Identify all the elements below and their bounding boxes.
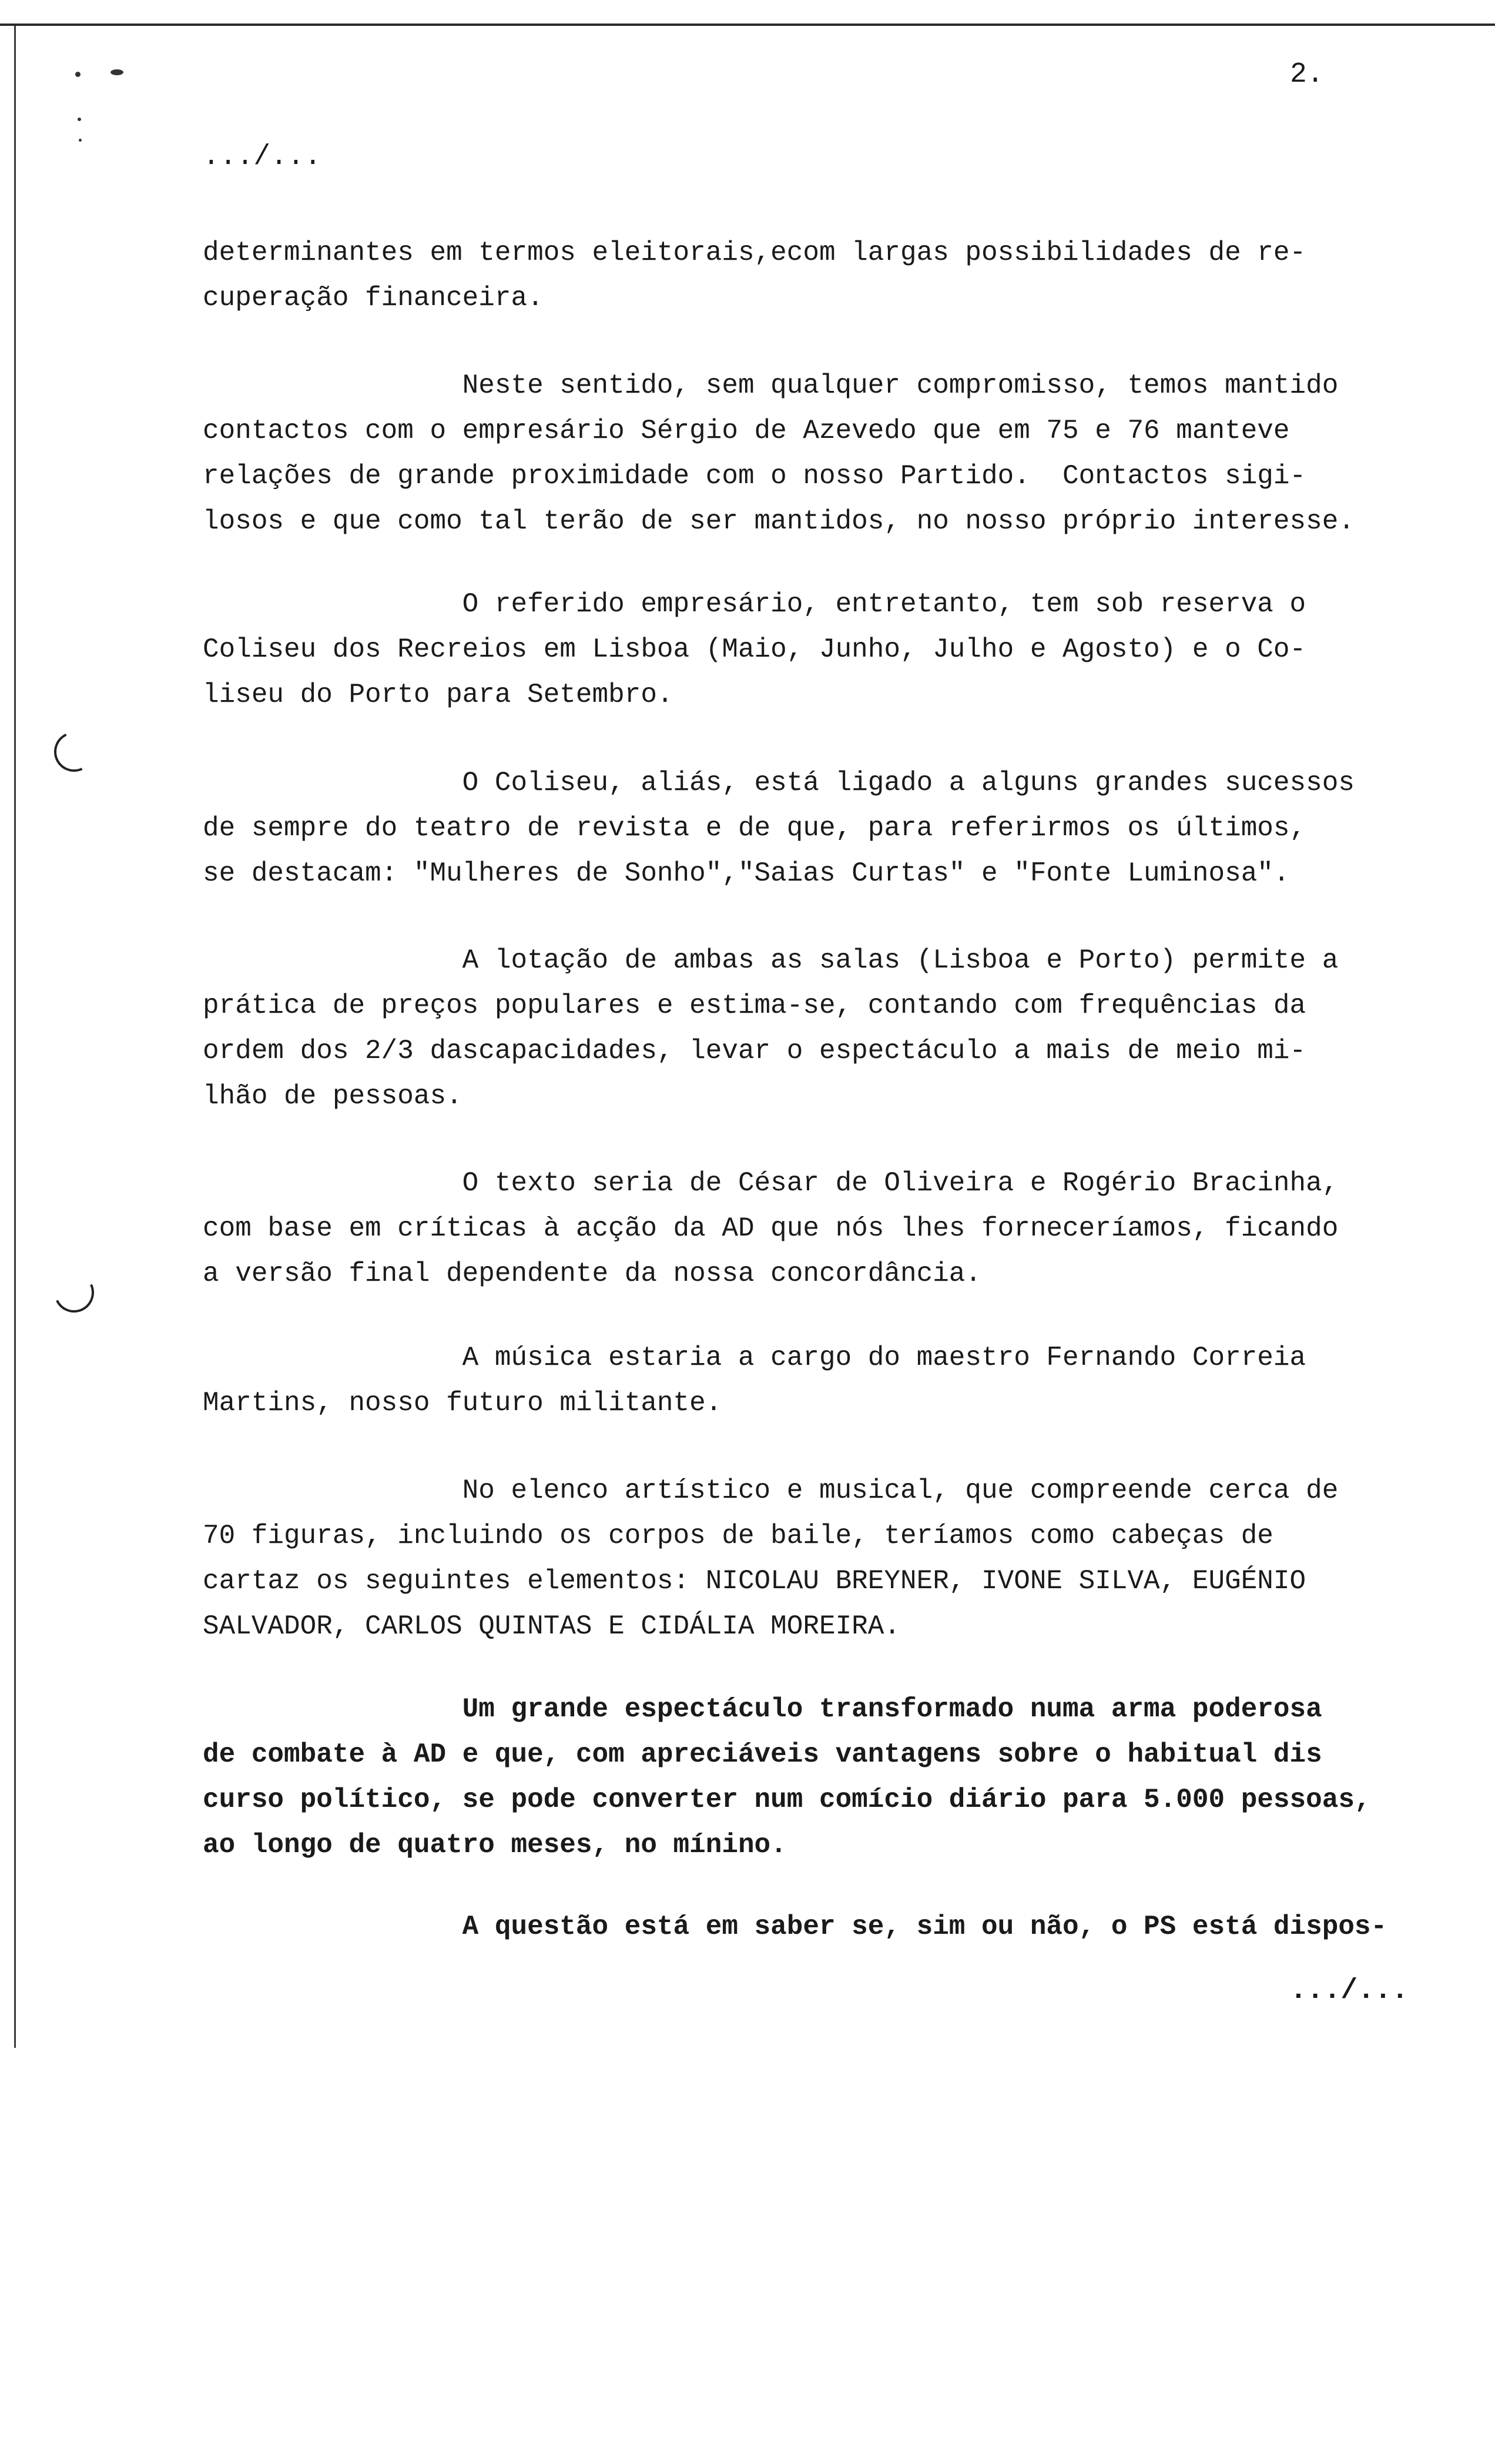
paragraph-8: No elenco artístico e musical, que compreende cerca de 70 figuras, incluindo os corpos de baile, teríamos como cabeças de cartaz os seguintes elementos: NICOLAU BREYNER, IVONE SILVA, EUGÉNIO SALVADOR, CARLOS QUINTAS E CIDÁLIA MOREIRA. [203, 1475, 1339, 1642]
scan-speck [110, 69, 123, 75]
paragraph-9: Um grande espectáculo transformado numa arma poderosa de combate à AD e que, com apreciáveis vantagens sobre o habitual dis curso político, se pode converter num comício diário para 5.000 pessoas, ao longo de quatro meses, no mínino. [203, 1694, 1371, 1860]
paragraph-2: Neste sentido, sem qualquer compromisso, temos mantido contactos com o empresário Sérgio de Azevedo que em 75 e 76 manteve relações de grande proximidade com o nosso Partido. Contactos sigi- losos e que como tal terão de ser mantidos, no nosso próprio interesse. [203, 370, 1355, 537]
paragraph-10: A questão está em saber se, sim ou não, o PS está dispos- [203, 1911, 1387, 1942]
page-number: 2. [1290, 59, 1324, 91]
paragraph-3: O referido empresário, entretanto, tem sob reserva o Coliseu dos Recreios em Lisboa (Maio, Junho, Julho e Agosto) e o Co- liseu do Porto para Setembro. [203, 589, 1306, 710]
paragraph-4: O Coliseu, aliás, está ligado a alguns grandes sucessos de sempre do teatro de revista e de que, para referirmos os últimos, se destacam: "Mulheres de Sonho","Saias Curtas" e "Fonte Luminosa". [203, 768, 1355, 889]
paragraph-5: A lotação de ambas as salas (Lisboa e Porto) permite a prática de preços populares e estima-se, contando com frequências da ordem dos 2/3 dascapacidades, levar o espectáculo a mais de meio mi- lhão de pessoas. [203, 945, 1339, 1112]
scan-speck [75, 72, 81, 77]
paragraph-1: determinantes em termos eleitorais,ecom largas possibilidades de re- cuperação financeira. [203, 237, 1306, 313]
scan-left-border [14, 26, 16, 2048]
scan-speck [78, 118, 81, 121]
scan-top-border [0, 24, 1495, 26]
continuation-marker-bottom: .../... [1290, 1975, 1409, 2007]
scan-speck [79, 139, 82, 142]
paragraph-7: A música estaria a cargo do maestro Fernando Correia Martins, nosso futuro militante. [203, 1343, 1306, 1418]
paragraph-6: O texto seria de César de Oliveira e Rogério Bracinha, com base em críticas à acção da AD que nós lhes forneceríamos, ficando a versão final dependente da nossa concordância. [203, 1168, 1339, 1289]
punch-hole-mark [48, 1267, 99, 1318]
continuation-marker-top: .../... [203, 141, 321, 173]
punch-hole-mark [48, 726, 99, 777]
